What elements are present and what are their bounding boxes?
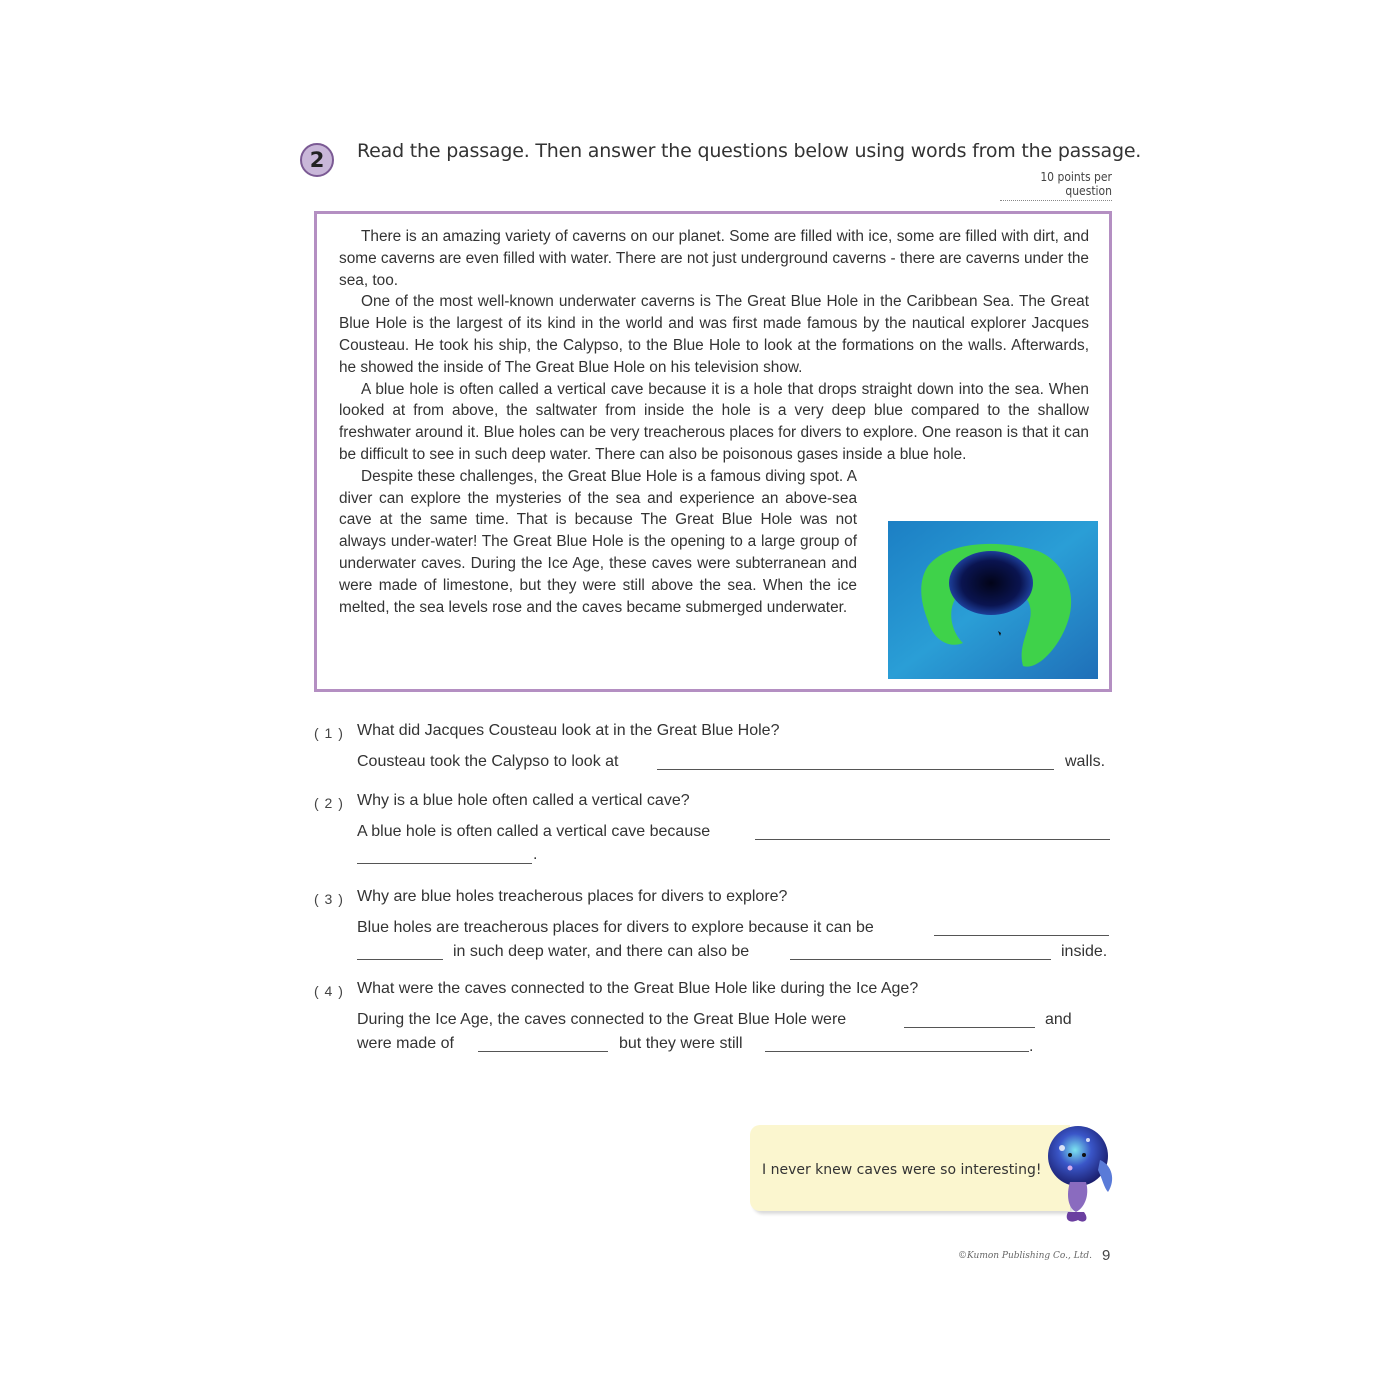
answer-blank[interactable]: [357, 959, 443, 960]
speech-note-text: I never knew caves were so interesting!: [762, 1162, 1042, 1178]
passage-paragraph: Despite these challenges, the Great Blue Hole is a famous diving spot. A diver can explore the mysteries of the sea and experience an above-sea cave at the same time. That is because The Great Blue Hole was not always under-water! The Great Blue Hole is the opening to a large group of underwater caves. During the Ice Age, these caves were subterranean and were made of limestone, but they were still above the sea. When the ice melted, the sea levels rose and the caves became submerged underwater.: [339, 467, 857, 616]
answer-blank[interactable]: [478, 1051, 608, 1052]
answer-blank[interactable]: [934, 935, 1109, 936]
answer-blank[interactable]: [755, 839, 1110, 840]
passage-paragraph: A blue hole is often called a vertical cave because it is a hole that drops straight down into the sea. When looked at from above, the saltwater from inside the hole is a very deep blue compared to the shallow freshwater around it. Blue holes can be very treacherous places for divers to explore. One reason is that it can be difficult to see in such deep water. There can also be poisonous gases inside a blue hole.: [339, 380, 1089, 463]
exercise-number-badge: 2: [300, 143, 334, 177]
answer-prompt: but they were still: [619, 1035, 743, 1052]
answer-blank[interactable]: [790, 959, 1051, 960]
answer-prompt: Blue holes are treacherous places for divers to explore because it can be: [357, 919, 874, 936]
instruction-text: Read the passage. Then answer the questions below using words from the passage.: [357, 140, 1142, 162]
passage-paragraph: One of the most well-known underwater caverns is The Great Blue Hole in the Caribbean Sea. The Great Blue Hole is the largest of its kind in the world and was first made famous by the nautical explorer Jacques Cousteau. He took his ship, the Calypso, to the Blue Hole to look at the formations on the walls. Afterwards, he showed the inside of The Great Blue Hole on his television show.: [339, 293, 1089, 376]
answer-blank[interactable]: [765, 1051, 1029, 1052]
question-number: ( 4 ): [314, 983, 344, 999]
answer-suffix: .: [1029, 1038, 1034, 1055]
answer-connector: and: [1045, 1011, 1072, 1028]
question-number: ( 3 ): [314, 891, 344, 907]
passage-box: [314, 211, 1112, 692]
question-text: Why is a blue hole often called a vertical cave?: [357, 792, 690, 809]
question-text: What did Jacques Cousteau look at in the Great Blue Hole?: [357, 722, 780, 739]
answer-suffix: .: [533, 846, 538, 863]
copyright-text: ©Kumon Publishing Co., Ltd.: [958, 1251, 1092, 1261]
answer-prompt: in such deep water, and there can also be: [453, 943, 750, 960]
answer-prompt: A blue hole is often called a vertical cave because: [357, 823, 711, 840]
question-text: Why are blue holes treacherous places for divers to explore?: [357, 888, 788, 905]
passage-paragraph: There is an amazing variety of caverns on our planet. Some are filled with ice, some are filled with dirt, and some caverns are even filled with water. There are not just underground caverns - there are caverns under the sea, too.: [339, 228, 1089, 289]
answer-blank[interactable]: [904, 1027, 1035, 1028]
great-blue-hole-photo: [888, 521, 1098, 679]
question-number: ( 1 ): [314, 725, 344, 741]
answer-suffix: walls.: [1065, 753, 1106, 770]
question-number: ( 2 ): [314, 795, 344, 811]
answer-blank[interactable]: [657, 769, 1054, 770]
page-number: 9: [1102, 1247, 1111, 1264]
answer-prompt: During the Ice Age, the caves connected to the Great Blue Hole were: [357, 1011, 847, 1028]
answer-suffix: inside.: [1061, 943, 1108, 960]
answer-prompt: Cousteau took the Calypso to look at: [357, 753, 619, 770]
answer-blank[interactable]: [357, 863, 532, 864]
question-text: What were the caves connected to the Great Blue Hole like during the Ice Age?: [357, 980, 919, 997]
points-label: 10 points per question: [1000, 170, 1112, 201]
mascot-character-icon: [1040, 1120, 1120, 1228]
answer-prompt: were made of: [357, 1035, 454, 1052]
